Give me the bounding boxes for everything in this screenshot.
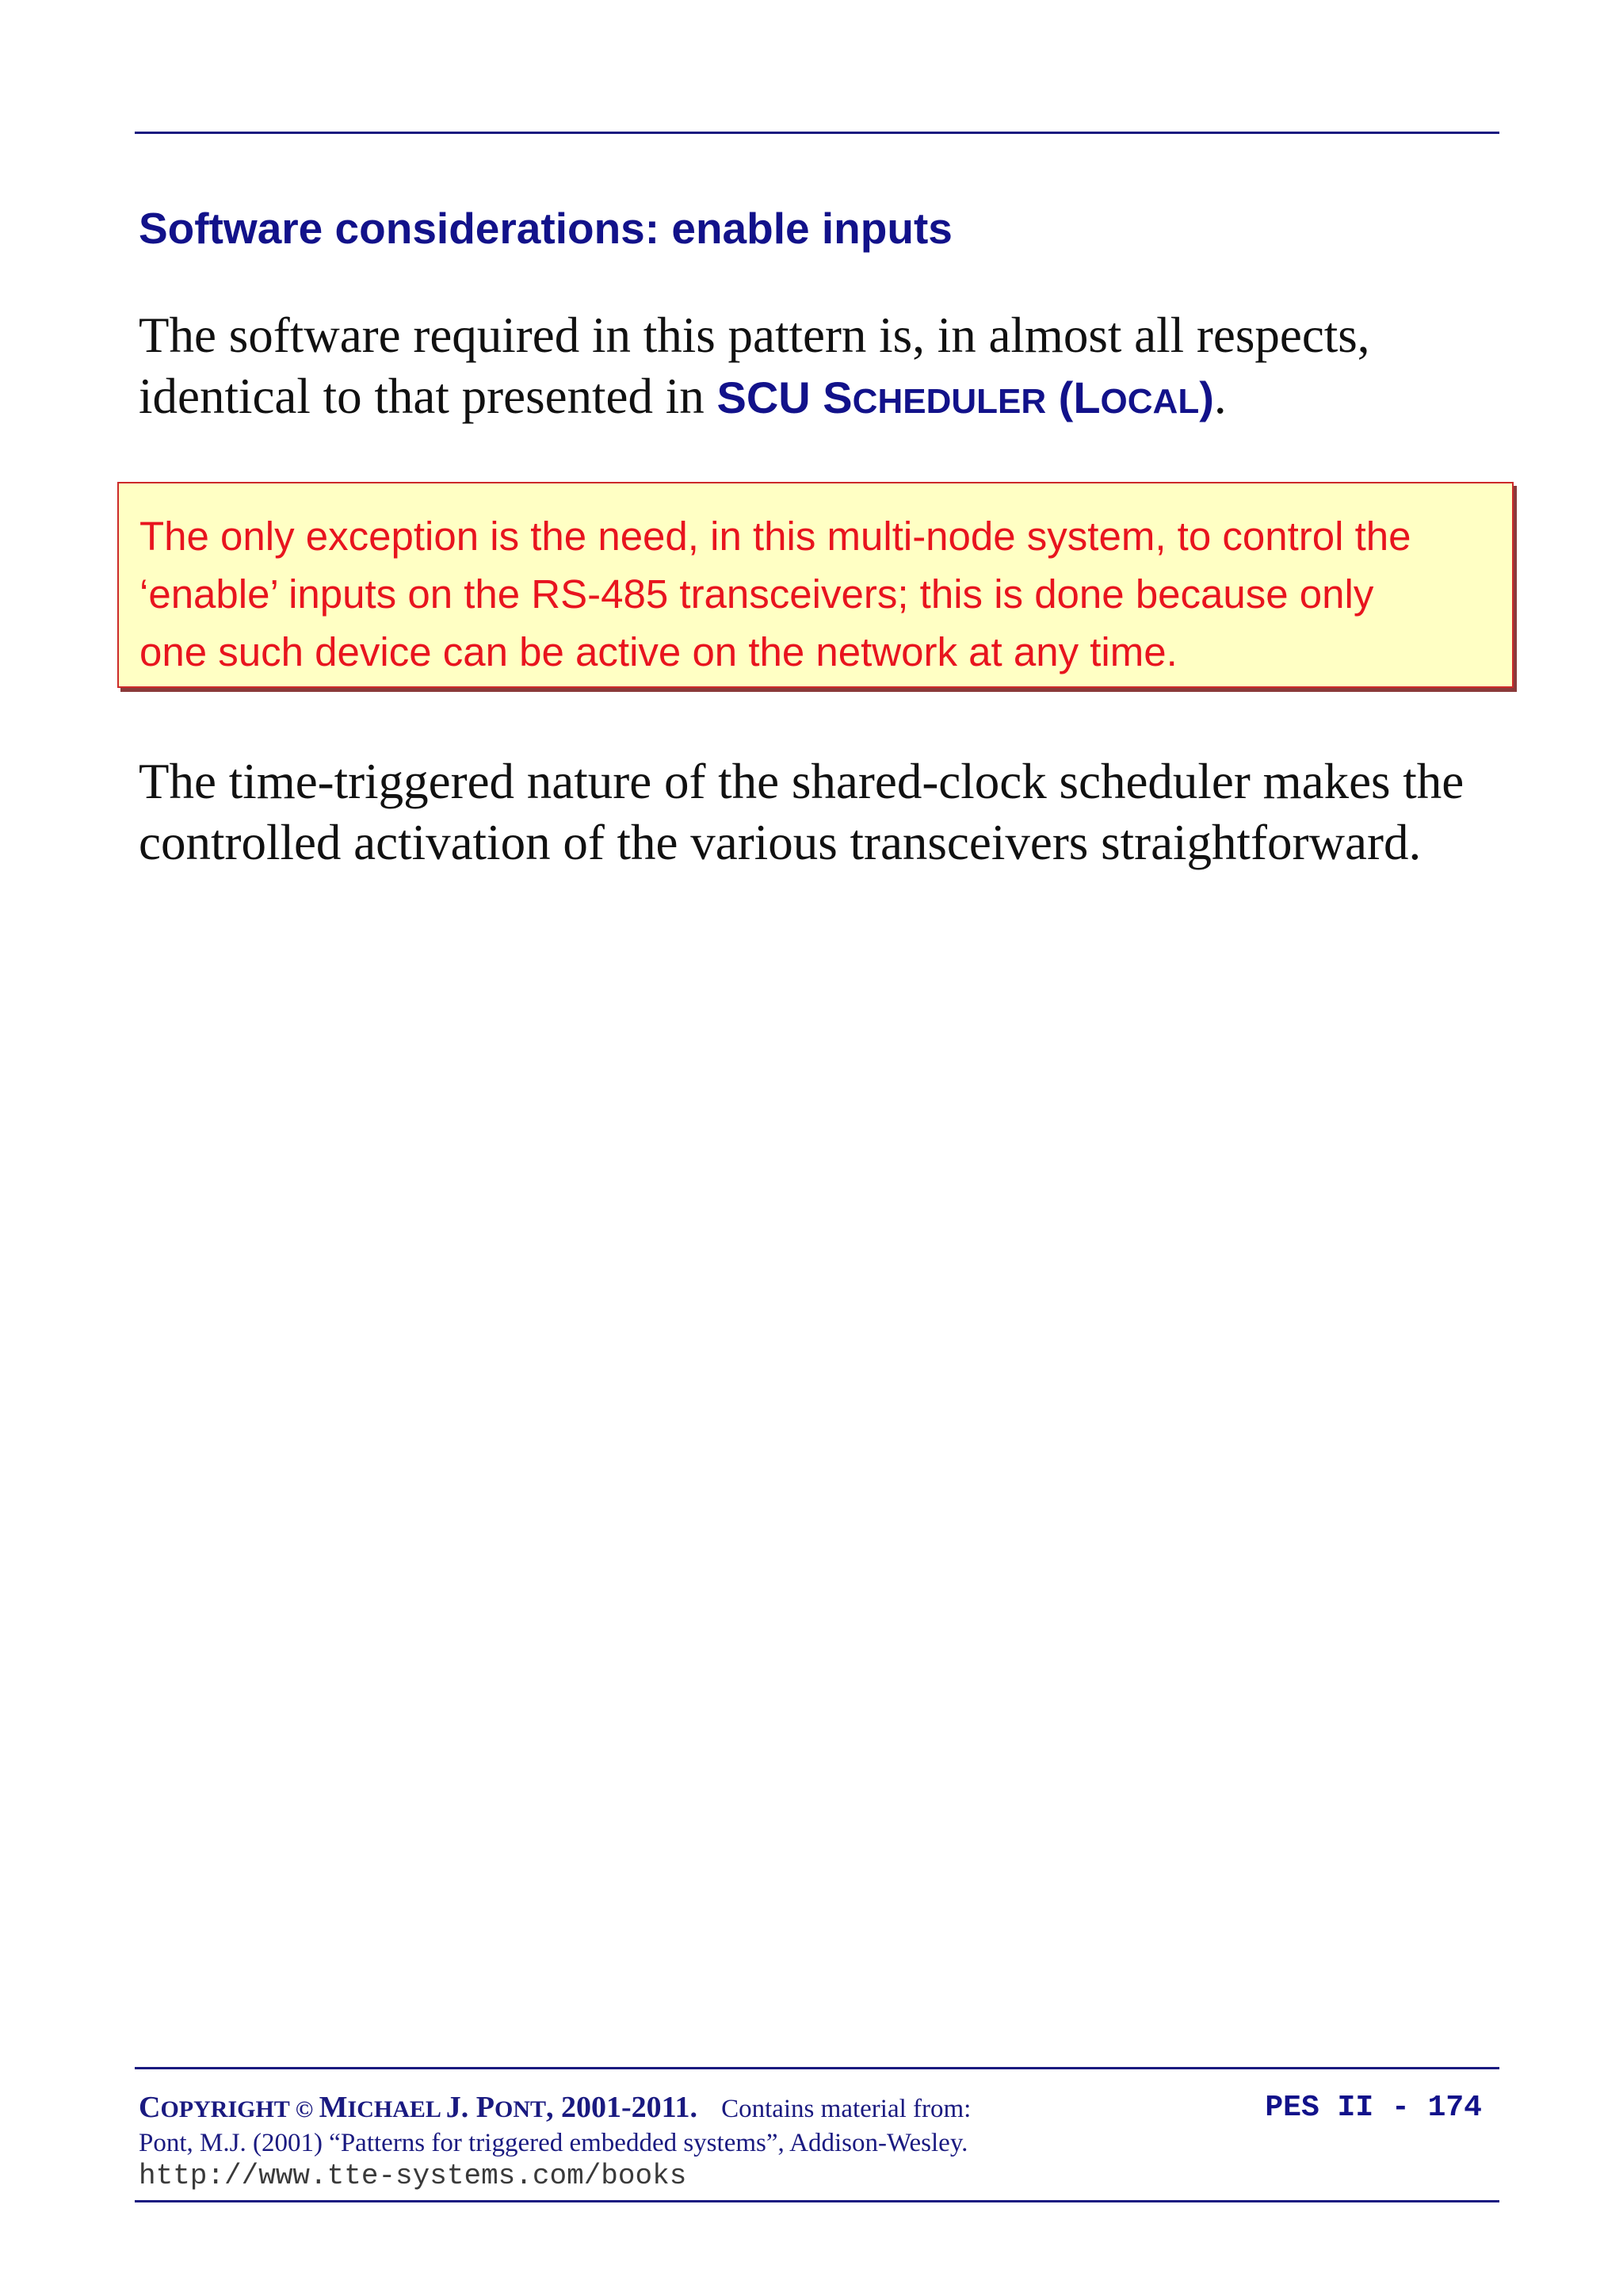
page-heading: Software considerations: enable inputs bbox=[139, 204, 953, 253]
footer-top-rule bbox=[135, 2067, 1499, 2069]
callout-text bbox=[139, 507, 1491, 681]
intro-line-2-prefix: identical to that presented in bbox=[139, 369, 717, 424]
callout-line: one such device can be active on the network at any time. bbox=[139, 629, 1178, 674]
copyright-part: ICHAEL bbox=[347, 2096, 446, 2122]
xref-part: ) bbox=[1199, 372, 1214, 422]
intro-line-2-suffix: . bbox=[1213, 369, 1227, 424]
page-number: PES II - 174 bbox=[1265, 2091, 1482, 2125]
xref-part: CHEDULER bbox=[852, 382, 1047, 421]
copyright-part: , 2001-2011. bbox=[546, 2091, 698, 2124]
exception-callout-box bbox=[117, 482, 1514, 688]
footer-copyright-block bbox=[139, 2091, 971, 2193]
copyright-notice bbox=[139, 2091, 698, 2124]
website-url: http://www.tte-systems.com/books bbox=[139, 2160, 687, 2192]
paragraph-line: controlled activation of the various transceivers straightforward. bbox=[139, 815, 1422, 870]
callout-line: The only exception is the need, in this multi-node system, to control the bbox=[139, 514, 1411, 559]
intro-line-1: The software required in this pattern is, in almost all respects, bbox=[139, 308, 1370, 363]
xref-part: (L bbox=[1046, 372, 1101, 422]
xref-part: SCU S bbox=[716, 372, 853, 422]
scu-scheduler-local-reference bbox=[717, 372, 1214, 422]
xref-part: OCAL bbox=[1100, 382, 1200, 421]
top-rule bbox=[135, 132, 1499, 134]
book-citation: Pont, M.J. (2001) “Patterns for triggered embedded systems”, Addison-Wesley. bbox=[139, 2129, 968, 2157]
intro-paragraph bbox=[139, 305, 1370, 432]
callout-line: ‘enable’ inputs on the RS-485 transceivers; this is done because only bbox=[139, 571, 1374, 617]
footer-bottom-rule bbox=[135, 2200, 1499, 2202]
copyright-part: C bbox=[139, 2091, 161, 2124]
copyright-part: M bbox=[319, 2091, 348, 2124]
source-label: Contains material from: bbox=[721, 2095, 972, 2123]
copyright-part: OPYRIGHT © bbox=[160, 2096, 319, 2122]
copyright-part: J. P bbox=[445, 2091, 495, 2124]
copyright-part: ONT bbox=[494, 2096, 546, 2122]
time-triggered-paragraph bbox=[139, 751, 1464, 873]
paragraph-line: The time-triggered nature of the shared-clock scheduler makes the bbox=[139, 754, 1465, 809]
